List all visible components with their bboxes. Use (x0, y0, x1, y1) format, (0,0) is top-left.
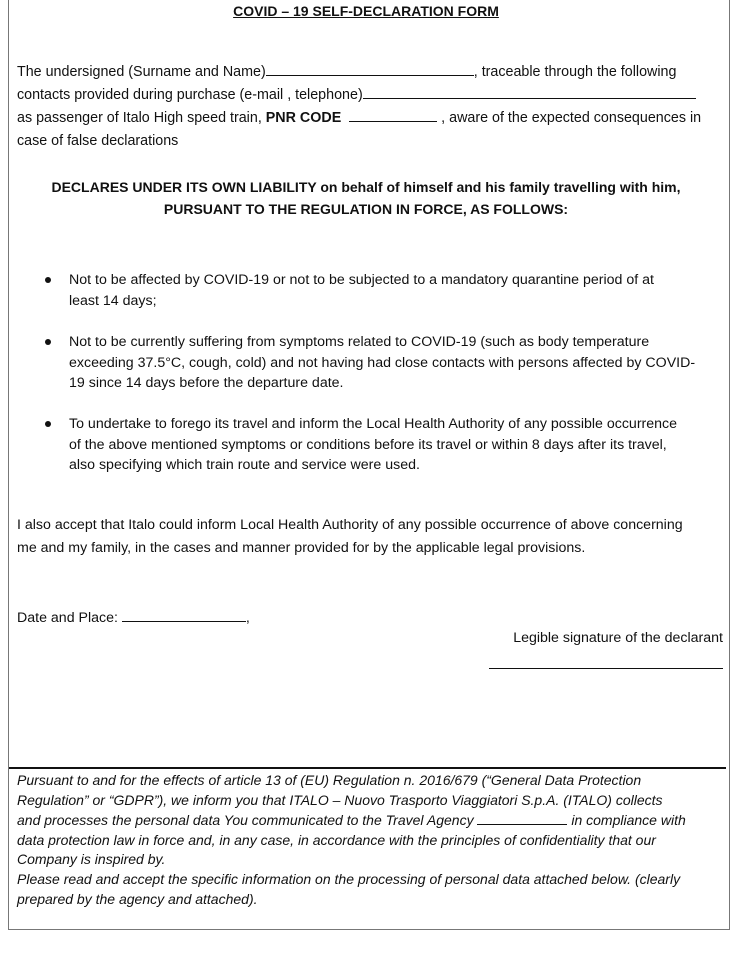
intro-text: The undersigned (Surname and Name) (17, 64, 266, 80)
pnr-code-field[interactable] (349, 107, 437, 122)
date-place-comma: , (245, 610, 250, 626)
privacy-notice (17, 771, 722, 909)
list-item-text: Not to be affected by COVID-19 or not to be subjected to a mandatory quarantine period of at (69, 272, 654, 288)
privacy-text: in compliance with (567, 812, 686, 829)
date-place-field[interactable] (122, 607, 246, 622)
date-place-row (17, 607, 250, 626)
acceptance-text: I also accept that Italo could inform Local Health Authority of any possible occurrence of above concerning (17, 517, 683, 533)
list-item (69, 414, 724, 476)
contacts-field[interactable] (363, 84, 696, 99)
intro-text: case of false declarations (17, 133, 179, 149)
list-item-text: also specifying which train route and service were used. (69, 457, 420, 473)
intro-text: , aware of the expected consequences in (441, 110, 702, 126)
declaration-heading (0, 176, 732, 220)
privacy-text: prepared by the agency and attached). (17, 890, 258, 907)
name-field[interactable] (266, 61, 474, 76)
section-divider (9, 767, 726, 769)
list-item-text: of the above mentioned symptoms or conditions before its travel or within 8 days after its travel, (69, 436, 667, 453)
list-item-text: Not to be currently suffering from symptoms related to COVID-19 (such as body temperature (69, 334, 650, 350)
intro-text: as passenger of Italo High speed train, (17, 110, 266, 126)
privacy-text: Company is inspired by. (17, 851, 166, 868)
privacy-text: Regulation” or “GDPR”), we inform you that ITALO – Nuovo Trasporto Viaggiatori S.p.A. (ITALO) collects (17, 791, 663, 808)
acceptance-paragraph (17, 514, 729, 560)
list-item (69, 332, 724, 394)
list-item-text: To undertake to forego its travel and inform the Local Health Authority of any possible occurrence (69, 416, 678, 432)
list-item-text: exceeding 37.5°C, cough, cold) and not having had close contacts with persons affected by COVID- (69, 354, 696, 371)
intro-paragraph (17, 61, 717, 153)
privacy-text: and processes the personal data You communicated to the Travel Agency (17, 812, 478, 829)
date-place-label: Date and Place: (17, 610, 122, 626)
pnr-label: PNR CODE (265, 110, 342, 126)
declaration-heading-line: DECLARES UNDER ITS OWN LIABILITY on behalf of himself and his family travelling with him, (51, 179, 681, 195)
intro-text: , traceable through the following (473, 64, 677, 80)
bullet-icon (45, 277, 51, 283)
declaration-heading-line: PURSUANT TO THE REGULATION IN FORCE, AS FOLLOWS: (163, 201, 569, 217)
list-item-text: 19 since 14 days before the departure date. (69, 375, 344, 391)
privacy-text: data protection law in force and, in any case, in accordance with the principles of confidentiality that our (17, 831, 656, 848)
signature-field[interactable] (489, 668, 723, 669)
privacy-text: Please read and accept the specific information on the processing of personal data attached below. (clearly (17, 870, 681, 887)
bullet-icon (45, 339, 51, 345)
signature-label: Legible signature of the declarant (513, 630, 723, 646)
list-item (69, 270, 724, 311)
acceptance-text: me and my family, in the cases and manner provided for by the applicable legal provisions. (17, 540, 586, 556)
intro-text: contacts provided during purchase (e-mail , telephone) (17, 87, 363, 103)
privacy-text: Pursuant to and for the effects of article 13 of (EU) Regulation n. 2016/679 (“General Data Protection (17, 772, 642, 788)
travel-agency-field[interactable] (477, 810, 567, 825)
form-title: COVID – 19 SELF-DECLARATION FORM (233, 3, 499, 19)
bullet-icon (45, 421, 51, 427)
list-item-text: least 14 days; (69, 292, 157, 309)
